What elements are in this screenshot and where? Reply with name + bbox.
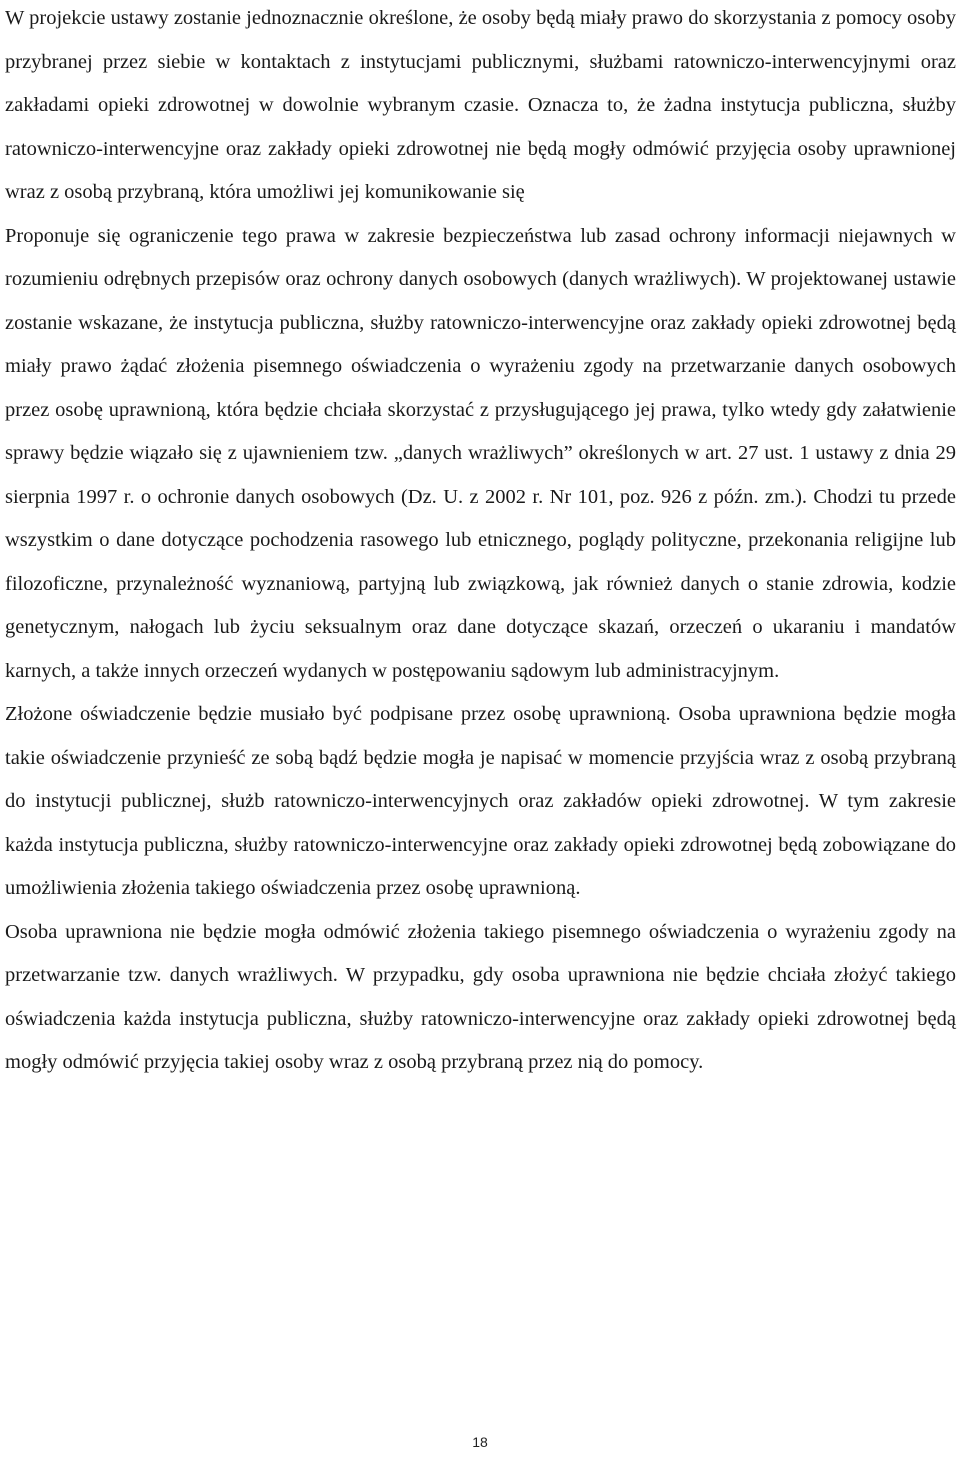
page-number: 18 (472, 1434, 488, 1450)
paragraph-refusal: Osoba uprawniona nie będzie mogła odmówić złożenia takiego pisemnego oświadczenia o wyrażeniu zgody na przetwarzanie tzw. danych wrażliwych. W przypadku, gdy osoba uprawniona nie będzie chciała złożyć takiego oświadczenia każda instytucja publiczna, służby ratowniczo-interwencyjne oraz zakłady opieki zdrowotnej będą mogły odmówić przyjęcia takiej osoby wraz z osobą przybraną przez nią do pomocy. (5, 920, 956, 1073)
document-page (5, 0, 956, 1460)
paragraph-assistant-right: W projekcie ustawy zostanie jednoznacznie określone, że osoby będą miały prawo do skorzystania z pomocy osoby przybranej przez siebie w kontaktach z instytucjami publicznymi, służbami ratowniczo-interwencyjnymi oraz zakładami opieki zdrowotnej w dowolnie wybranym czasie. Oznacza to, że żadna instytucja publiczna, służby ratowniczo-interwencyjne oraz zakłady opieki zdrowotnej nie będą mogły odmówić przyjęcia osoby uprawnionej wraz z osobą przybraną, która umożliwi jej komunikowanie się (5, 7, 956, 203)
paragraph-signed-statement: Złożone oświadczenie będzie musiało być podpisane przez osobę uprawnioną. Osoba uprawniona będzie mogła takie oświadczenie przynieść ze sobą bądź będzie mogła je napisać w momencie przyjścia wraz z osobą przybraną do instytucji publicznej, służb ratowniczo-interwencyjnych oraz zakładów opieki zdrowotnej. W tym zakresie każda instytucja publiczna, służby ratowniczo-interwencyjne oraz zakłady opieki zdrowotnej będą zobowiązane do umożliwienia złożenia takiego oświadczenia przez osobę uprawnioną. (5, 703, 956, 899)
paragraph-limitations: Proponuje się ograniczenie tego prawa w zakresie bezpieczeństwa lub zasad ochrony informacji niejawnych w rozumieniu odrębnych przepisów oraz ochrony danych osobowych (danych wrażliwych). W projektowanej ustawie zostanie wskazane, że instytucja publiczna, służby ratowniczo-interwencyjne oraz zakłady opieki zdrowotnej będą miały prawo żądać złożenia pisemnego oświadczenia o wyrażeniu zgody na przetwarzanie danych osobowych przez osobę uprawnioną, która będzie chciała skorzystać z przysługującego jej prawa, tylko wtedy gdy załatwienie sprawy będzie wiązało się z ujawnieniem tzw. „danych wrażliwych” określonych w art. 27 ust. 1 ustawy z dnia 29 sierpnia 1997 r. o ochronie danych osobowych (Dz. U. z 2002 r. Nr 101, poz. 926 z późn. zm.). Chodzi tu przede wszystkim o dane dotyczące pochodzenia rasowego lub etnicznego, poglądy polityczne, przekonania religijne lub filozoficzne, przynależność wyznaniową, partyjną lub związkową, jak również danych o stanie zdrowia, kodzie genetycznym, nałogach lub życiu seksualnym oraz dane dotyczące skazań, orzeczeń o ukaraniu i mandatów karnych, a także innych orzeczeń wydanych w postępowaniu sądowym lub administracyjnym. (5, 224, 956, 682)
